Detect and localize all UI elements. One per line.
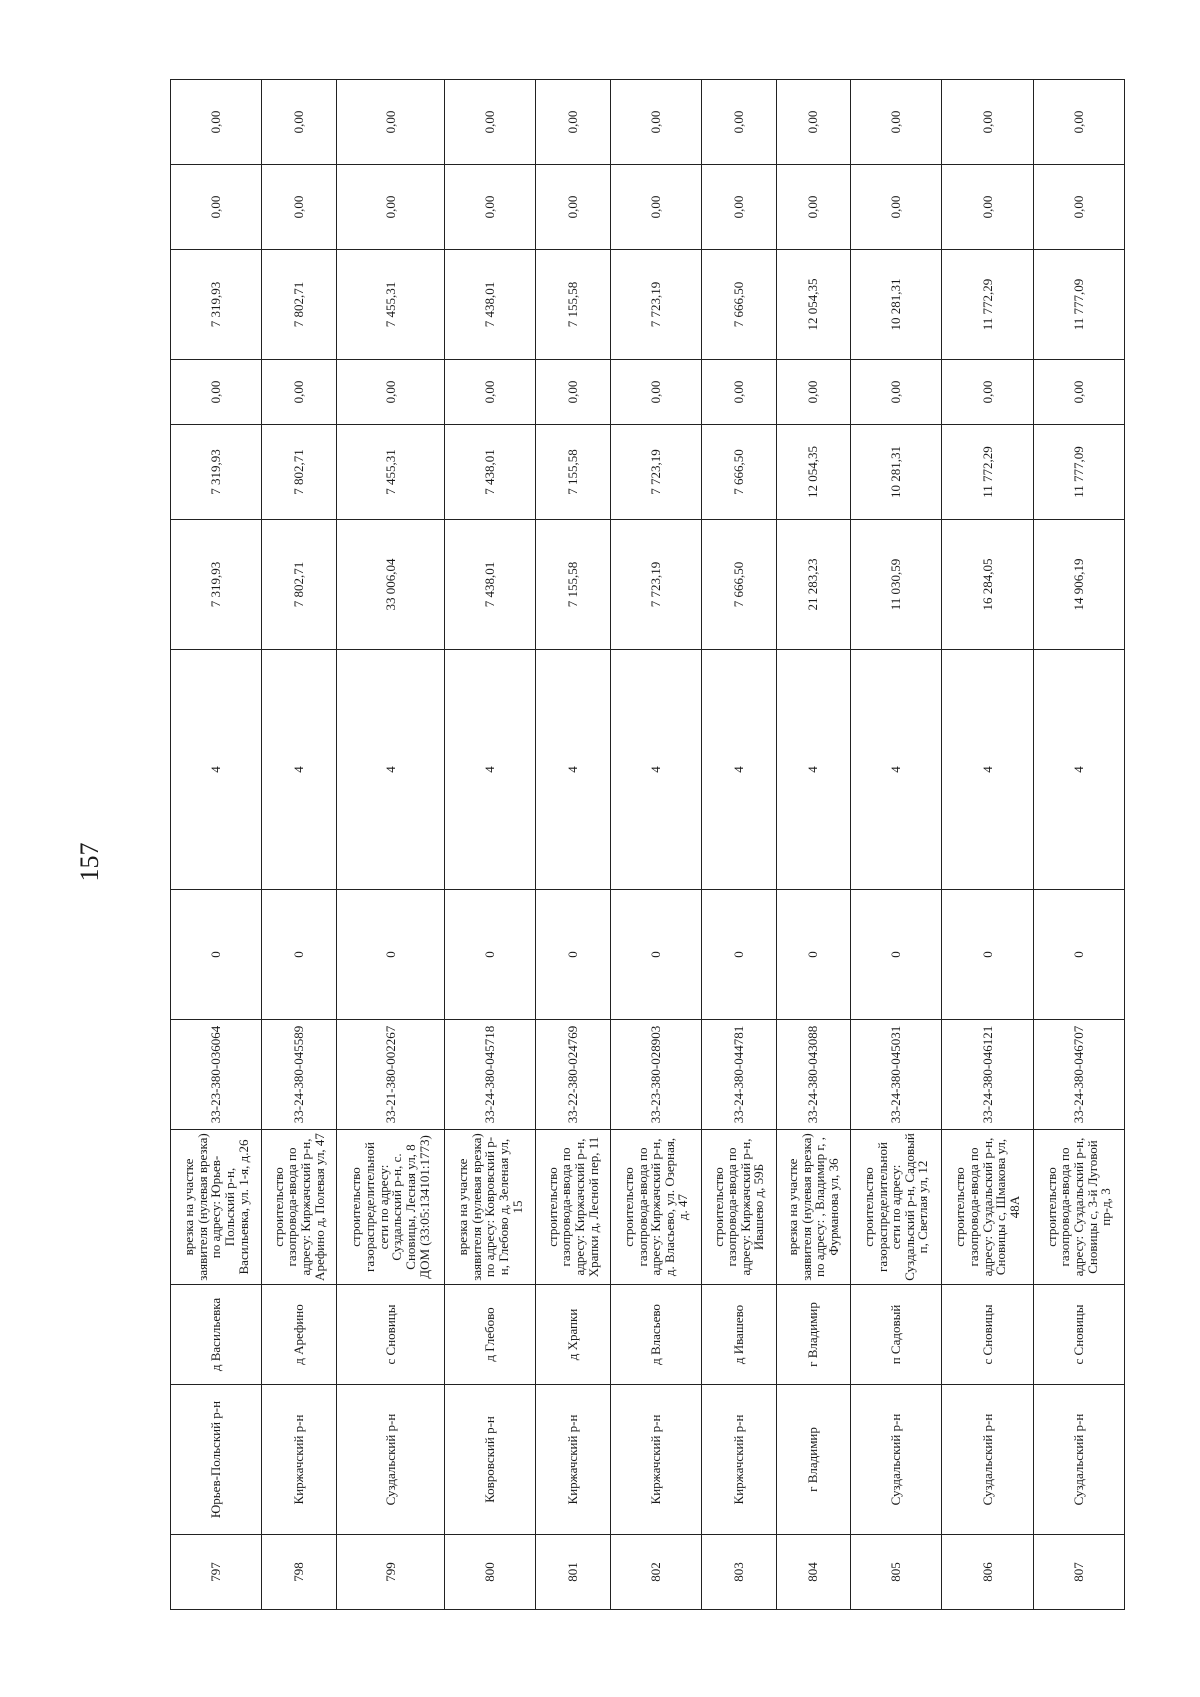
col-8-value: 11 777,09: [1033, 425, 1124, 520]
table-row: [610, 80, 701, 1610]
work-description-cell: строительство газопровода-ввода по адресу: Киржачский р-н, Арефино д, Полевая ул, 47: [262, 1130, 336, 1285]
col-11-value: 0,00: [942, 165, 1033, 250]
col-8-value: 12 054,35: [776, 425, 850, 520]
col-7-value: 7 723,19: [610, 520, 701, 650]
row-number: 803: [702, 1535, 776, 1610]
col-9-value: 0,00: [850, 360, 941, 425]
col-6-value: 4: [702, 650, 776, 890]
col-6-value: 4: [445, 650, 536, 890]
table-row: [702, 80, 776, 1610]
col-7-value: 7 438,01: [445, 520, 536, 650]
district-cell: Киржачский р-н: [702, 1385, 776, 1535]
work-description-cell: строительство газораспределительной сети по адресу: Суздальский р-н, Садовый п, Светлая ул, 12: [850, 1130, 941, 1285]
row-number: 807: [1033, 1535, 1124, 1610]
work-description-cell: строительство газопровода-ввода по адресу: Киржачский р-н, Храпки д, Лесной пер, 11: [536, 1130, 610, 1285]
table-row: [262, 80, 336, 1610]
col-6-value: 4: [776, 650, 850, 890]
col-11-value: 0,00: [336, 165, 444, 250]
col-7-value: 11 030,59: [850, 520, 941, 650]
col-9-value: 0,00: [610, 360, 701, 425]
col-12-value: 0,00: [942, 80, 1033, 165]
row-number: 801: [536, 1535, 610, 1610]
locality-cell: п Садовый: [850, 1285, 941, 1385]
col-11-value: 0,00: [850, 165, 941, 250]
locality-cell: с Сновицы: [1033, 1285, 1124, 1385]
district-cell: Киржачский р-н: [536, 1385, 610, 1535]
col-6-value: 4: [262, 650, 336, 890]
col-11-value: 0,00: [702, 165, 776, 250]
locality-cell: с Сновицы: [942, 1285, 1033, 1385]
work-description-cell: строительство газопровода-ввода по адресу: Суздальский р-н, Сновицы с, Шмакова ул, 48А: [942, 1130, 1033, 1285]
col-5-value: 0: [171, 890, 262, 1020]
col-5-value: 0: [702, 890, 776, 1020]
col-8-value: 7 319,93: [171, 425, 262, 520]
table-body: [171, 80, 1125, 1610]
col-12-value: 0,00: [850, 80, 941, 165]
col-5-value: 0: [445, 890, 536, 1020]
col-9-value: 0,00: [702, 360, 776, 425]
table-row: [171, 80, 262, 1610]
table-row: [942, 80, 1033, 1610]
col-5-value: 0: [536, 890, 610, 1020]
col-7-value: 14 906,19: [1033, 520, 1124, 650]
application-code-cell: 33-24-380-045031: [850, 1020, 941, 1130]
page-number: [72, 832, 108, 892]
application-code-cell: 33-24-380-043088: [776, 1020, 850, 1130]
col-9-value: 0,00: [445, 360, 536, 425]
col-6-value: 4: [610, 650, 701, 890]
col-5-value: 0: [942, 890, 1033, 1020]
col-12-value: 0,00: [171, 80, 262, 165]
table-row: [776, 80, 850, 1610]
col-5-value: 0: [850, 890, 941, 1020]
col-10-value: 7 723,19: [610, 250, 701, 360]
locality-cell: д Ивашево: [702, 1285, 776, 1385]
district-cell: Киржачский р-н: [610, 1385, 701, 1535]
col-7-value: 16 284,05: [942, 520, 1033, 650]
col-12-value: 0,00: [702, 80, 776, 165]
table-row: [1033, 80, 1124, 1610]
col-8-value: 11 772,29: [942, 425, 1033, 520]
col-12-value: 0,00: [262, 80, 336, 165]
application-code-cell: 33-21-380-002267: [336, 1020, 444, 1130]
col-9-value: 0,00: [336, 360, 444, 425]
row-number: 805: [850, 1535, 941, 1610]
work-description-cell: строительство газопровода-ввода по адресу: Киржачский р-н, д. Власьево, ул. Озерная, д. 47: [610, 1130, 701, 1285]
district-cell: Юрьев-Польский р-н: [171, 1385, 262, 1535]
locality-cell: с Сновицы: [336, 1285, 444, 1385]
row-number: 798: [262, 1535, 336, 1610]
table-row: [850, 80, 941, 1610]
table-row: [536, 80, 610, 1610]
work-description-cell: врезка на участке заявителя (нулевая врезка) по адресу: Ковровский р-н, Глебово д, Зеленая ул, 15: [445, 1130, 536, 1285]
col-10-value: 7 455,31: [336, 250, 444, 360]
col-8-value: 7 802,71: [262, 425, 336, 520]
district-cell: Суздальский р-н: [1033, 1385, 1124, 1535]
col-12-value: 0,00: [336, 80, 444, 165]
district-cell: Суздальский р-н: [336, 1385, 444, 1535]
locality-cell: д Храпки: [536, 1285, 610, 1385]
col-7-value: 7 155,58: [536, 520, 610, 650]
col-5-value: 0: [262, 890, 336, 1020]
district-cell: Киржачский р-н: [262, 1385, 336, 1535]
col-10-value: 11 777,09: [1033, 250, 1124, 360]
col-6-value: 4: [336, 650, 444, 890]
col-9-value: 0,00: [1033, 360, 1124, 425]
col-10-value: 7 666,50: [702, 250, 776, 360]
col-7-value: 7 666,50: [702, 520, 776, 650]
locality-cell: д Васильевка: [171, 1285, 262, 1385]
col-12-value: 0,00: [776, 80, 850, 165]
col-10-value: 7 438,01: [445, 250, 536, 360]
district-cell: Ковровский р-н: [445, 1385, 536, 1535]
col-8-value: 10 281,31: [850, 425, 941, 520]
col-10-value: 7 155,58: [536, 250, 610, 360]
table-row: [445, 80, 536, 1610]
col-11-value: 0,00: [536, 165, 610, 250]
row-number: 799: [336, 1535, 444, 1610]
table-container: [170, 80, 1125, 1610]
col-8-value: 7 455,31: [336, 425, 444, 520]
locality-cell: д Глебово: [445, 1285, 536, 1385]
application-code-cell: 33-24-380-046121: [942, 1020, 1033, 1130]
row-number: 804: [776, 1535, 850, 1610]
col-8-value: 7 723,19: [610, 425, 701, 520]
row-number: 806: [942, 1535, 1033, 1610]
col-6-value: 4: [850, 650, 941, 890]
row-number: 797: [171, 1535, 262, 1610]
col-9-value: 0,00: [262, 360, 336, 425]
col-8-value: 7 438,01: [445, 425, 536, 520]
col-6-value: 4: [536, 650, 610, 890]
col-11-value: 0,00: [776, 165, 850, 250]
col-9-value: 0,00: [776, 360, 850, 425]
district-cell: Суздальский р-н: [942, 1385, 1033, 1535]
col-9-value: 0,00: [171, 360, 262, 425]
application-code-cell: 33-22-380-024769: [536, 1020, 610, 1130]
work-description-cell: врезка на участке заявителя (нулевая врезка) по адресу: , Владимир г, , Фурманова ул, 36: [776, 1130, 850, 1285]
col-11-value: 0,00: [171, 165, 262, 250]
col-11-value: 0,00: [445, 165, 536, 250]
district-cell: Суздальский р-н: [850, 1385, 941, 1535]
col-11-value: 0,00: [610, 165, 701, 250]
col-7-value: 7 802,71: [262, 520, 336, 650]
col-10-value: 11 772,29: [942, 250, 1033, 360]
row-number: 802: [610, 1535, 701, 1610]
locality-cell: д Власьево: [610, 1285, 701, 1385]
col-5-value: 0: [776, 890, 850, 1020]
row-number: 800: [445, 1535, 536, 1610]
locality-cell: г Владимир: [776, 1285, 850, 1385]
application-code-cell: 33-24-380-045589: [262, 1020, 336, 1130]
col-10-value: 7 319,93: [171, 250, 262, 360]
page-number-text: 157: [75, 842, 104, 882]
col-12-value: 0,00: [610, 80, 701, 165]
work-description-cell: строительство газораспределительной сети по адресу: Суздальский р-н, с. Сновицы, Лесная ул, 8 ДОМ (33:05:134101:1773): [336, 1130, 444, 1285]
application-code-cell: 33-24-380-045718: [445, 1020, 536, 1130]
application-code-cell: 33-23-380-028903: [610, 1020, 701, 1130]
col-7-value: 21 283,23: [776, 520, 850, 650]
rotated-sheet: [170, 80, 1125, 1610]
work-description-cell: строительство газопровода-ввода по адресу: Суздальский р-н, Сновицы с, 3-й Луговой пр-д, 3: [1033, 1130, 1124, 1285]
col-6-value: 4: [1033, 650, 1124, 890]
col-10-value: 12 054,35: [776, 250, 850, 360]
col-5-value: 0: [610, 890, 701, 1020]
col-11-value: 0,00: [262, 165, 336, 250]
col-8-value: 7 666,50: [702, 425, 776, 520]
application-code-cell: 33-24-380-044781: [702, 1020, 776, 1130]
col-8-value: 7 155,58: [536, 425, 610, 520]
col-9-value: 0,00: [536, 360, 610, 425]
application-code-cell: 33-23-380-036064: [171, 1020, 262, 1130]
district-cell: г Владимир: [776, 1385, 850, 1535]
col-12-value: 0,00: [1033, 80, 1124, 165]
col-5-value: 0: [1033, 890, 1124, 1020]
col-6-value: 4: [171, 650, 262, 890]
col-9-value: 0,00: [942, 360, 1033, 425]
data-table: [170, 79, 1125, 1610]
col-6-value: 4: [942, 650, 1033, 890]
col-7-value: 33 006,04: [336, 520, 444, 650]
col-7-value: 7 319,93: [171, 520, 262, 650]
table-row: [336, 80, 444, 1610]
col-5-value: 0: [336, 890, 444, 1020]
locality-cell: д Арефино: [262, 1285, 336, 1385]
work-description-cell: строительство газопровода-ввода по адресу: Киржачский р-н, Ивашево д, 59Б: [702, 1130, 776, 1285]
col-10-value: 10 281,31: [850, 250, 941, 360]
col-12-value: 0,00: [445, 80, 536, 165]
col-11-value: 0,00: [1033, 165, 1124, 250]
work-description-cell: врезка на участке заявителя (нулевая врезка) по адресу: Юрьев-Польский р-н, Васильевка, ул. 1-я, д.26: [171, 1130, 262, 1285]
col-12-value: 0,00: [536, 80, 610, 165]
col-10-value: 7 802,71: [262, 250, 336, 360]
application-code-cell: 33-24-380-046707: [1033, 1020, 1124, 1130]
